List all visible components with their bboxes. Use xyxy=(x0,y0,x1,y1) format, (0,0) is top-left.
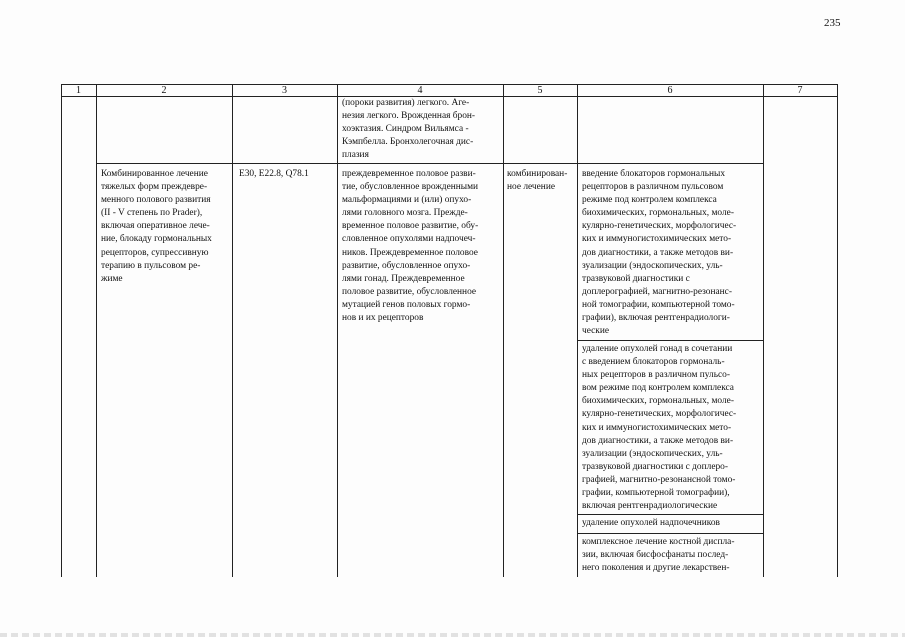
col-divider xyxy=(503,84,504,577)
table-border-left xyxy=(61,84,62,577)
method-divider xyxy=(577,533,764,534)
col-divider xyxy=(96,84,97,577)
scan-edge-artifact xyxy=(0,633,905,637)
treatment-method: комплексное лечение костной диспла- зии, включая бисфосфанаты послед- него поколения и другие лекарствен- xyxy=(582,537,735,574)
method-divider xyxy=(577,340,764,341)
table-border-right xyxy=(837,84,838,577)
treatment-method: введение блокаторов гормональных рецепторов в различном пульсовом режиме под контролем комплекса биохимических, гормональных, моле- кулярно-генетических, морфологичес- ких и иммуногистохимических мето- дов диагностики, а также методов ви- зуализации (эндоскопических, уль- тразвуковой диагностики с доплерографией, магнитно-резонанс- ной томографии, компьютерной томо- графии), включая рентгенрадиологи- ческие xyxy=(582,169,737,337)
treatment-method: удаление опухолей гонад в сочетании с введением блокаторов гормональ- ных рецепторов в различном пульсо- вом режиме под контролем комплекса биохимических, гормональных, моле- кулярно-генетических, морфологичес- ких и иммуногистохимических мето- дов диагностики, а также методов ви- зуализации (эндоскопических, уль- тразвуковой диагностики с доплеро- графией, магнитно-резонансной томо- графии, компьютерной томографии), включая рентгенрадиологические xyxy=(582,344,737,512)
medical-table xyxy=(61,84,838,577)
procedure-name: Комбинированное лечение тяжелых форм преждевре- менного полового развития (II - V степень по Prader), включая оперативное лече- ние, блокаду гормональных рецепторов, супрессивную терапию в пульсовом ре- жиме xyxy=(101,169,212,284)
header-col-7: 7 xyxy=(797,85,803,96)
header-col-2: 2 xyxy=(161,85,167,96)
treatment-type: комбинирован- ное лечение xyxy=(507,169,568,193)
header-col-4: 4 xyxy=(417,85,423,96)
continued-diagnosis-text: (пороки развития) легкого. Аге- незия легкого. Врожденная брон- хоэктазия. Синдром Вильямса - Кэмпбелла. Бронхолегочная дис- плазия xyxy=(342,98,476,161)
header-col-6: 6 xyxy=(667,85,673,96)
header-col-1: 1 xyxy=(76,85,81,96)
treatment-method: удаление опухолей надпочечников xyxy=(582,518,720,528)
header-col-3: 3 xyxy=(282,85,287,96)
diagnosis-text: преждевременное половое разви- тие, обусловленное врожденными мальформациями и (или) опухо- лями головного мозга. Прежде- временное половое развитие, обу- словленное опухолями надпочеч- ников. Преждевременное половое развитие, обусловленное опухо- лями гонад. Преждевременное половое развитие, обусловленное мутацией генов половых гормо- нов и их рецепторов xyxy=(342,169,479,324)
col-divider xyxy=(763,84,764,577)
icd-codes: E30, E22.8, Q78.1 xyxy=(239,169,309,179)
col-divider xyxy=(577,84,578,577)
method-divider xyxy=(577,514,764,515)
page-number: 235 xyxy=(824,17,841,29)
col-divider xyxy=(232,84,233,577)
row-divider xyxy=(96,163,764,164)
col-divider xyxy=(337,84,338,577)
header-col-5: 5 xyxy=(537,85,543,96)
